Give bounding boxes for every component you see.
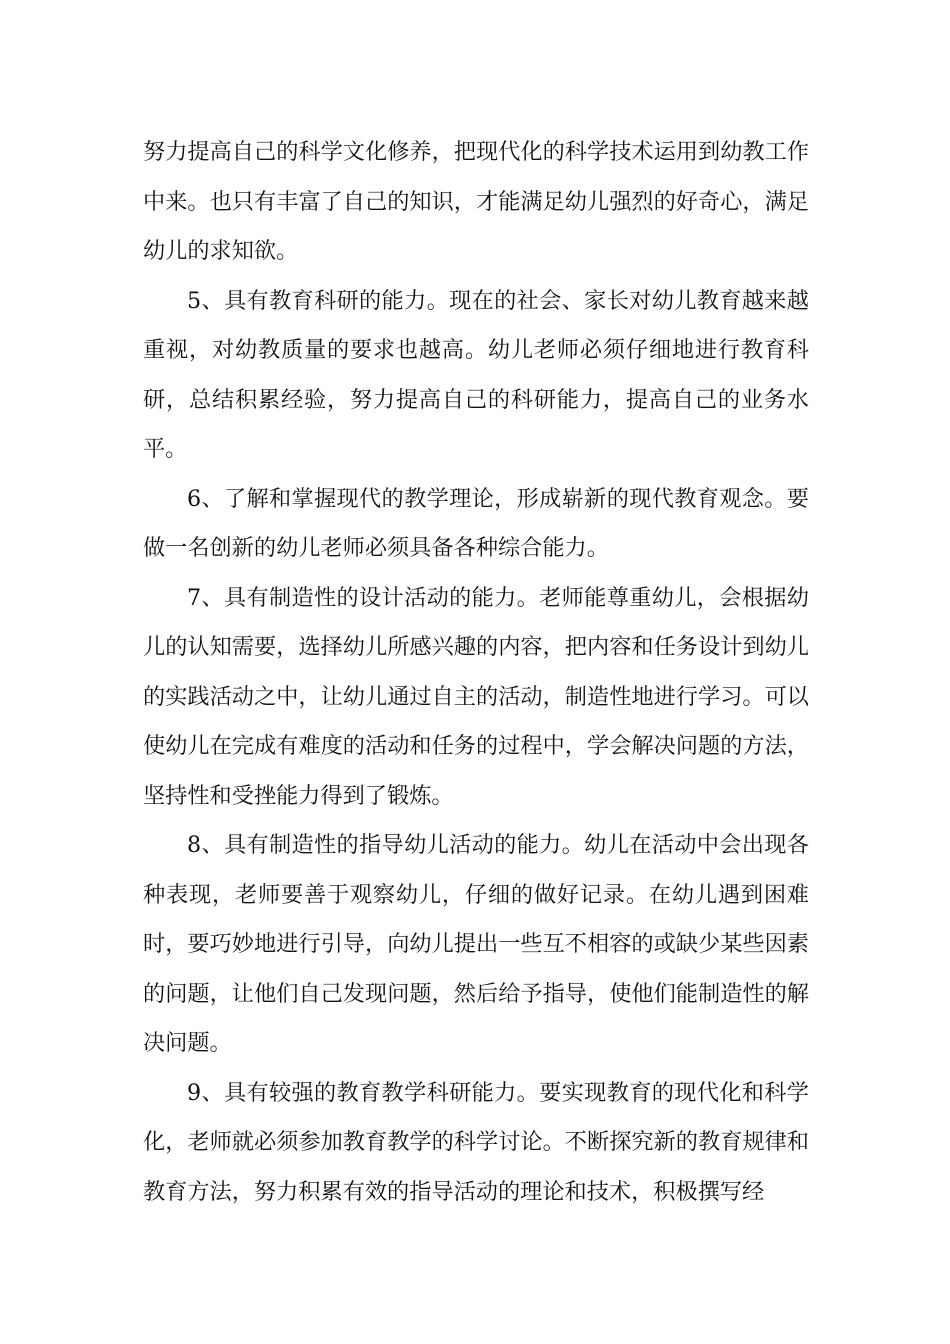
paragraph-item-9: 9、具有较强的教育教学科研能力。要实现教育的现代化和科学化，老师就必须参加教育教学的科学讨论。不断探究新的教育规律和教育方法，努力积累有效的指导活动的理论和技术，积极撰写经	[143, 1079, 809, 1205]
document-body	[143, 128, 809, 1217]
paragraph-item-8: 8、具有制造性的指导幼儿活动的能力。幼儿在活动中会出现各种表现，老师要善于观察幼儿，仔细的做好记录。在幼儿遇到困难时，要巧妙地进行引导，向幼儿提出一些互不相容的或缺少某些因素的问题，让他们自己发现问题，然后给予指导，使他们能制造性的解决问题。	[143, 832, 809, 1056]
paragraph-item-7: 7、具有制造性的设计活动的能力。老师能尊重幼儿，会根据幼儿的认知需要，选择幼儿所感兴趣的内容，把内容和任务设计到幼儿的实践活动之中，让幼儿通过自主的活动，制造性地进行学习。可以使幼儿在完成有难度的活动和任务的过程中，学会解决问题的方法，坚持性和受挫能力得到了锻炼。	[143, 584, 809, 809]
paragraph-item-6: 6、了解和掌握现代的教学理论，形成崭新的现代教育观念。要做一名创新的幼儿老师必须具备各种综合能力。	[143, 485, 809, 561]
paragraph-continuation: 努力提高自己的科学文化修养，把现代化的科学技术运用到幼教工作中来。也只有丰富了自己的知识，才能满足幼儿强烈的好奇心，满足幼儿的求知欲。	[143, 139, 809, 264]
paragraph-item-5: 5、具有教育科研的能力。现在的社会、家长对幼儿教育越来越重视，对幼教质量的要求也越高。幼儿老师必须仔细地进行教育科研，总结积累经验，努力提高自己的科研能力，提高自己的业务水平。	[143, 287, 809, 462]
